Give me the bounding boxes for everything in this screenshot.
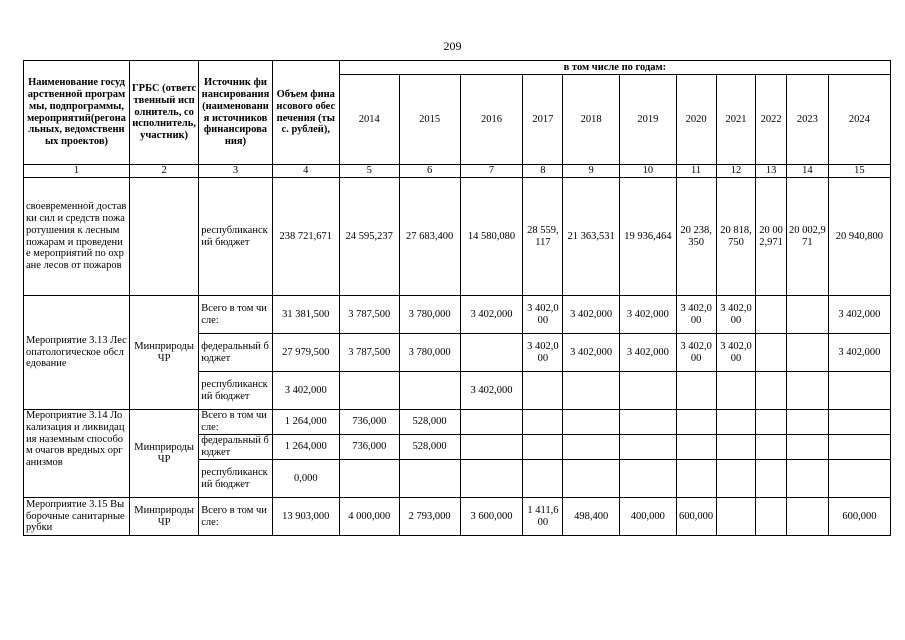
value-cell: 3 402,000 [676,296,716,334]
value-cell: 1 411,600 [523,498,563,536]
year-2016: 2016 [460,75,523,165]
source-cell: республиканский бюджет [199,372,272,410]
value-cell [756,334,786,372]
col-number: 7 [460,165,523,178]
value-cell [676,372,716,410]
source-cell: Всего в том числе: [199,410,272,435]
col-number: 6 [399,165,460,178]
value-cell [563,372,620,410]
value-cell [828,435,890,460]
value-cell: 3 402,000 [272,372,339,410]
value-cell [756,498,786,536]
col-number: 2 [129,165,198,178]
value-cell [620,460,677,498]
table-row [24,498,891,536]
grbs-cell [129,178,198,296]
value-cell: 498,400 [563,498,620,536]
source-cell: республиканский бюджет [199,460,272,498]
value-cell: 14 580,080 [460,178,523,296]
value-cell [716,435,756,460]
budget-table [23,60,891,536]
value-cell: 3 402,000 [676,334,716,372]
col-number: 5 [339,165,399,178]
col-number: 8 [523,165,563,178]
value-cell: 3 780,000 [399,296,460,334]
value-cell: 21 363,531 [563,178,620,296]
value-cell [716,372,756,410]
value-cell: 4 000,000 [339,498,399,536]
value-cell [756,410,786,435]
value-cell [523,410,563,435]
value-cell [523,372,563,410]
value-cell [716,460,756,498]
value-cell: 736,000 [339,410,399,435]
value-cell: 528,000 [399,435,460,460]
year-2014: 2014 [339,75,399,165]
value-cell: 20 818,750 [716,178,756,296]
year-2024: 2024 [828,75,890,165]
value-cell: 400,000 [620,498,677,536]
value-cell [460,435,523,460]
value-cell [523,460,563,498]
source-cell: федеральный бюджет [199,334,272,372]
value-cell: 19 936,464 [620,178,677,296]
value-cell: 24 595,237 [339,178,399,296]
header-by-years: в том числе по годам: [339,61,890,75]
value-cell [828,410,890,435]
value-cell: 27 683,400 [399,178,460,296]
value-cell [786,372,828,410]
value-cell: 3 402,000 [563,296,620,334]
value-cell: 3 402,000 [460,372,523,410]
value-cell: 3 402,000 [460,296,523,334]
value-cell: 1 264,000 [272,435,339,460]
value-cell [620,435,677,460]
col-number: 1 [24,165,130,178]
grbs-cell: Минприроды ЧР [129,498,198,536]
value-cell [620,372,677,410]
value-cell [620,410,677,435]
value-cell [828,372,890,410]
value-cell: 13 903,000 [272,498,339,536]
source-cell: федеральный бюджет [199,435,272,460]
col-number: 15 [828,165,890,178]
header-grbs: ГРБС (ответственный исполнитель, соисполнитель, участник) [129,61,198,165]
value-cell [460,410,523,435]
value-cell: 20 940,800 [828,178,890,296]
value-cell: 3 787,500 [339,296,399,334]
table-row [24,296,891,334]
value-cell: 600,000 [676,498,716,536]
header-name: Наименование государственной программы, подпрограммы, мероприятий(регональных, ведомственных проектов) [24,61,130,165]
year-2018: 2018 [563,75,620,165]
value-cell [756,435,786,460]
value-cell [563,435,620,460]
measure-name: Мероприятие 3.14 Локализация и ликвидация наземным способом очагов вредных организмов [24,410,130,498]
value-cell [339,372,399,410]
value-cell: 3 402,000 [620,334,677,372]
value-cell [676,410,716,435]
col-number: 10 [620,165,677,178]
value-cell [786,296,828,334]
value-cell [756,460,786,498]
value-cell: 1 264,000 [272,410,339,435]
source-cell: Всего в том числе: [199,498,272,536]
page-number: 209 [443,39,462,53]
column-number-row [24,165,891,178]
col-number: 11 [676,165,716,178]
value-cell [563,410,620,435]
year-2020: 2020 [676,75,716,165]
value-cell [716,498,756,536]
value-cell [339,460,399,498]
table-row [24,410,891,435]
value-cell: 600,000 [828,498,890,536]
value-cell: 20 002,971 [786,178,828,296]
year-2023: 2023 [786,75,828,165]
value-cell [716,410,756,435]
value-cell [399,372,460,410]
value-cell: 20 002,971 [756,178,786,296]
measure-name: Мероприятие 3.15 Выборочные санитарные рубки [24,498,130,536]
header-volume: Объем финансового обеспечения (тыс. рублей), [272,61,339,165]
year-2022: 2022 [756,75,786,165]
col-number: 4 [272,165,339,178]
source-cell: республиканский бюджет [199,178,272,296]
value-cell [828,460,890,498]
grbs-cell: Минприроды ЧР [129,296,198,410]
source-cell: Всего в том числе: [199,296,272,334]
value-cell [563,460,620,498]
value-cell [676,460,716,498]
col-number: 9 [563,165,620,178]
value-cell: 3 402,000 [620,296,677,334]
value-cell [460,334,523,372]
value-cell [676,435,716,460]
year-2015: 2015 [399,75,460,165]
value-cell [399,460,460,498]
col-number: 14 [786,165,828,178]
measure-name: Мероприятие 3.13 Лесопатологическое обследование [24,296,130,410]
year-2019: 2019 [620,75,677,165]
value-cell: 3 402,000 [828,334,890,372]
year-2021: 2021 [716,75,756,165]
col-number: 3 [199,165,272,178]
value-cell: 0,000 [272,460,339,498]
value-cell [460,460,523,498]
value-cell: 528,000 [399,410,460,435]
header-source: Источник финансирования (наименования источников финансирования) [199,61,272,165]
col-number: 12 [716,165,756,178]
col-number: 13 [756,165,786,178]
value-cell: 3 402,000 [716,334,756,372]
value-cell: 736,000 [339,435,399,460]
value-cell [756,296,786,334]
value-cell: 3 787,500 [339,334,399,372]
year-2017: 2017 [523,75,563,165]
value-cell [786,435,828,460]
value-cell: 3 402,000 [563,334,620,372]
value-cell: 27 979,500 [272,334,339,372]
value-cell: 20 238,350 [676,178,716,296]
value-cell [786,334,828,372]
grbs-cell: Минприроды ЧР [129,410,198,498]
value-cell: 3 402,000 [828,296,890,334]
measure-name: своевременной доставки сил и средств пожаротушения к лесным пожарам и проведение мероприятий по охране лесов от пожаров [24,178,130,296]
value-cell: 3 780,000 [399,334,460,372]
value-cell: 31 381,500 [272,296,339,334]
value-cell [786,410,828,435]
value-cell: 3 600,000 [460,498,523,536]
table-row [24,178,891,296]
value-cell: 3 402,000 [523,296,563,334]
value-cell: 3 402,000 [523,334,563,372]
value-cell [786,498,828,536]
value-cell [523,435,563,460]
value-cell: 3 402,000 [716,296,756,334]
value-cell [786,460,828,498]
value-cell: 238 721,671 [272,178,339,296]
value-cell: 2 793,000 [399,498,460,536]
value-cell [756,372,786,410]
value-cell: 28 559,117 [523,178,563,296]
